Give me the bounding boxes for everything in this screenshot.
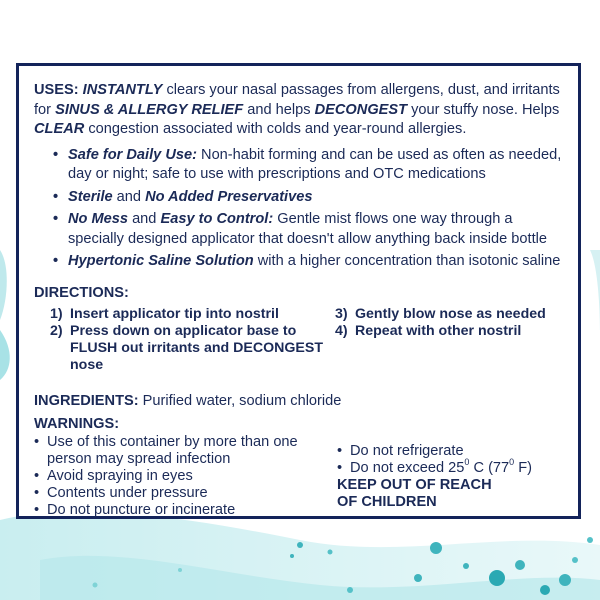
step-number: 4) <box>335 323 348 339</box>
direction-step <box>335 323 564 340</box>
uses-section <box>34 81 564 140</box>
warning-item: • Do not refrigerate <box>337 443 564 460</box>
keep-line-2: OF CHILDREN <box>337 494 437 510</box>
warnings-column-left <box>34 434 337 519</box>
step-number: 1) <box>50 306 63 322</box>
feature-text: Non-habit forming and can be used as often as needed, day or night; safe to use with prescriptions and OTC medications <box>68 146 562 182</box>
direction-step <box>335 306 564 323</box>
uses-label: USES: <box>34 82 79 98</box>
direction-step <box>50 306 334 323</box>
ingredients-text: Purified water, sodium chloride <box>138 393 342 409</box>
warning-item: • Do not puncture or incinerate <box>34 502 337 519</box>
warnings-list <box>34 434 564 519</box>
degree-sup: 0 <box>509 457 515 467</box>
uses-sinus-relief: SINUS & ALLERGY RELIEF <box>55 101 244 118</box>
direction-step <box>50 323 334 374</box>
degree-sup: 0 <box>464 457 470 467</box>
warning-text: Avoid spraying in eyes <box>47 468 193 484</box>
feature-text: with a higher concentration than isotonic saline <box>253 253 561 269</box>
uses-paragraph <box>34 81 564 140</box>
keep-line-1: KEEP OUT OF REACH <box>337 477 492 493</box>
directions-steps <box>34 306 564 374</box>
feature-list <box>34 146 564 272</box>
feature-bold-2: Easy to Control: <box>160 211 274 227</box>
feature-bold: Safe for Daily Use: <box>68 146 197 163</box>
warnings-title: WARNINGS: <box>34 415 120 432</box>
step-text: Press down on applicator base to FLUSH out irritants and DECONGEST nose <box>70 323 324 373</box>
temp-suffix: F) <box>514 460 533 476</box>
warning-text: Use of this container by more than one person may spread infection <box>47 434 298 467</box>
feature-item: • Sterile and No Added Preservatives <box>53 188 313 205</box>
feature-text-rest: Gentle mist flows one way through a specially designed applicator that doesn't allow anything back inside bottle <box>68 211 548 247</box>
ingredients-line <box>34 392 564 412</box>
feature-bold: Sterile <box>68 188 113 205</box>
warning-item: • Use of this container by more than one person may spread infection <box>34 434 337 468</box>
uses-text-4: congestion associated with colds and year-round allergies. <box>84 121 467 137</box>
warning-text <box>350 457 564 477</box>
step-number: 3) <box>335 306 348 322</box>
feature-item: • No Mess and Easy to Control: Gentle mist flows one way through a specially designed applicator that doesn't allow anything back inside bottle <box>53 211 548 247</box>
warnings-column-right <box>337 434 564 519</box>
uses-text-2: and helps <box>243 101 315 118</box>
uses-instantly: INSTANTLY <box>82 82 163 98</box>
warning-text: Do not puncture or incinerate <box>47 502 236 518</box>
step-number: 2) <box>50 323 63 339</box>
temp-mid: C (77 <box>469 460 510 476</box>
directions-column-right <box>334 306 564 374</box>
feature-item: • Hypertonic Saline Solution with a higher concentration than isotonic saline <box>53 253 561 269</box>
step-text: Repeat with other nostril <box>355 323 522 339</box>
uses-decongest: DECONGEST <box>314 101 408 118</box>
label-panel <box>16 63 581 519</box>
feature-bold-2: No Added Preservatives <box>145 188 313 205</box>
ingredients-label: INGREDIENTS: <box>34 393 139 409</box>
uses-text-3: your stuffy nose. Helps <box>407 101 560 118</box>
warning-text: Contents under pressure <box>47 485 208 501</box>
step-text: Gently blow nose as needed <box>355 306 546 322</box>
warning-text: Do not refrigerate <box>350 443 464 459</box>
uses-text-1: clears your nasal passages from allergens, dust, and irritants for <box>34 82 560 118</box>
uses-clear: CLEAR <box>34 121 85 137</box>
directions-title: DIRECTIONS: <box>34 284 129 301</box>
keep-out-of-reach <box>337 477 564 511</box>
feature-bold: No Mess <box>68 211 129 227</box>
feature-bold: Hypertonic Saline Solution <box>68 253 254 269</box>
warning-item: • Avoid spraying in eyes <box>34 468 337 485</box>
step-text: Insert applicator tip into nostril <box>70 306 279 322</box>
feature-text: and <box>128 211 161 227</box>
directions-column-left <box>34 306 334 374</box>
temp-prefix: Do not exceed 25 <box>350 460 465 476</box>
warning-item: • Contents under pressure <box>34 485 337 502</box>
feature-text: and <box>112 188 146 205</box>
feature-item: • Safe for Daily Use: Non-habit forming and can be used as often as needed, day or night; safe to use with prescriptions and OTC medications <box>53 146 562 182</box>
warning-item-temperature: • Do not exceed $25^0$ C ($77^0$ F) <box>337 460 564 477</box>
